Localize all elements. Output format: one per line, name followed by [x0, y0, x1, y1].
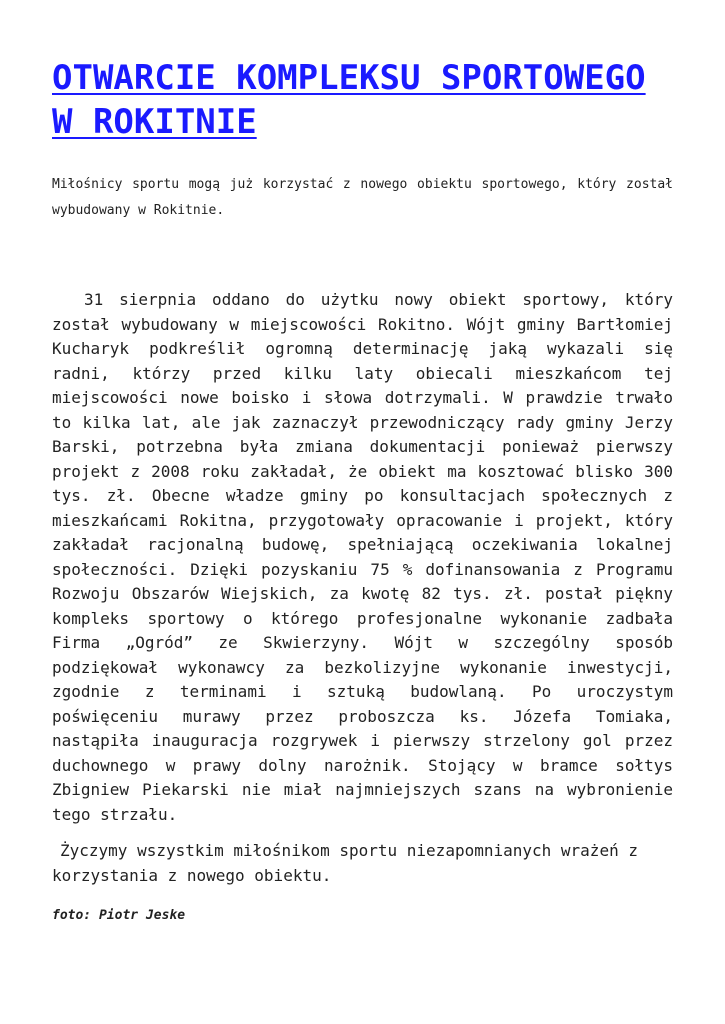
photo-credit: foto: Piotr Jeske: [52, 908, 186, 923]
article: [52, 0, 673, 926]
article-closing: Życzymy wszystkim miłośnikom sportu niezapomnianych wrażeń z korzystania z nowego obiektu.: [52, 841, 638, 885]
article-lead: Miłośnicy sportu mogą już korzystać z nowego obiektu sportowego, który został wybudowany w Rokitnie.: [52, 177, 673, 218]
article-body: 31 sierpnia oddano do użytku nowy obiekt sportowy, który został wybudowany w miejscowości Rokitno. Wójt gminy Bartłomiej Kucharyk podkreślił ogromną determinację jaką wykazali się radni, którzy przed kilku laty obiecali mieszkańcom tej miejscowości nowe boisko i słowa dotrzymali. W prawdzie trwało to kilka lat, ale jak zaznaczył przewodniczący rady gminy Jerzy Barski, potrzebna była zmiana dokumentacji ponieważ pierwszy projekt z 2008 roku zakładał, że obiekt ma kosztować blisko 300 tys. zł. Obecne władze gminy po konsultacjach społecznych z mieszkańcami Rokitna, przygotowały opracowanie i projekt, który zakładał racjonalną budowę, spełniającą oczekiwania lokalnej społeczności. Dzięki pozyskaniu 75 % dofinansowania z Programu Rozwoju Obszarów Wiejskich, za kwotę 82 tys. zł. postał piękny kompleks sportowy o którego profesjonalne wykonanie zadbała Firma „Ogród” ze Skwierzyny. Wójt w szczególny sposób podziękował wykonawcy za bezkolizyjne wykonanie inwestycji, zgodnie z terminami i sztuką budowlaną. Po uroczystym poświęceniu murawy przez proboszcza ks. Józefa Tomiaka, nastąpiła inauguracja rozgrywek i pierwszy strzelony gol przez duchownego w prawy dolny narożnik. Stojący w bramce sołtys Zbigniew Piekarski nie miał najmniejszych szans na wybronienie tego strzału.: [52, 290, 673, 824]
article-title-link[interactable]: OTWARCIE KOMPLEKSU SPORTOWEGO W ROKITNIE: [52, 58, 646, 142]
article-title: [52, 56, 673, 144]
